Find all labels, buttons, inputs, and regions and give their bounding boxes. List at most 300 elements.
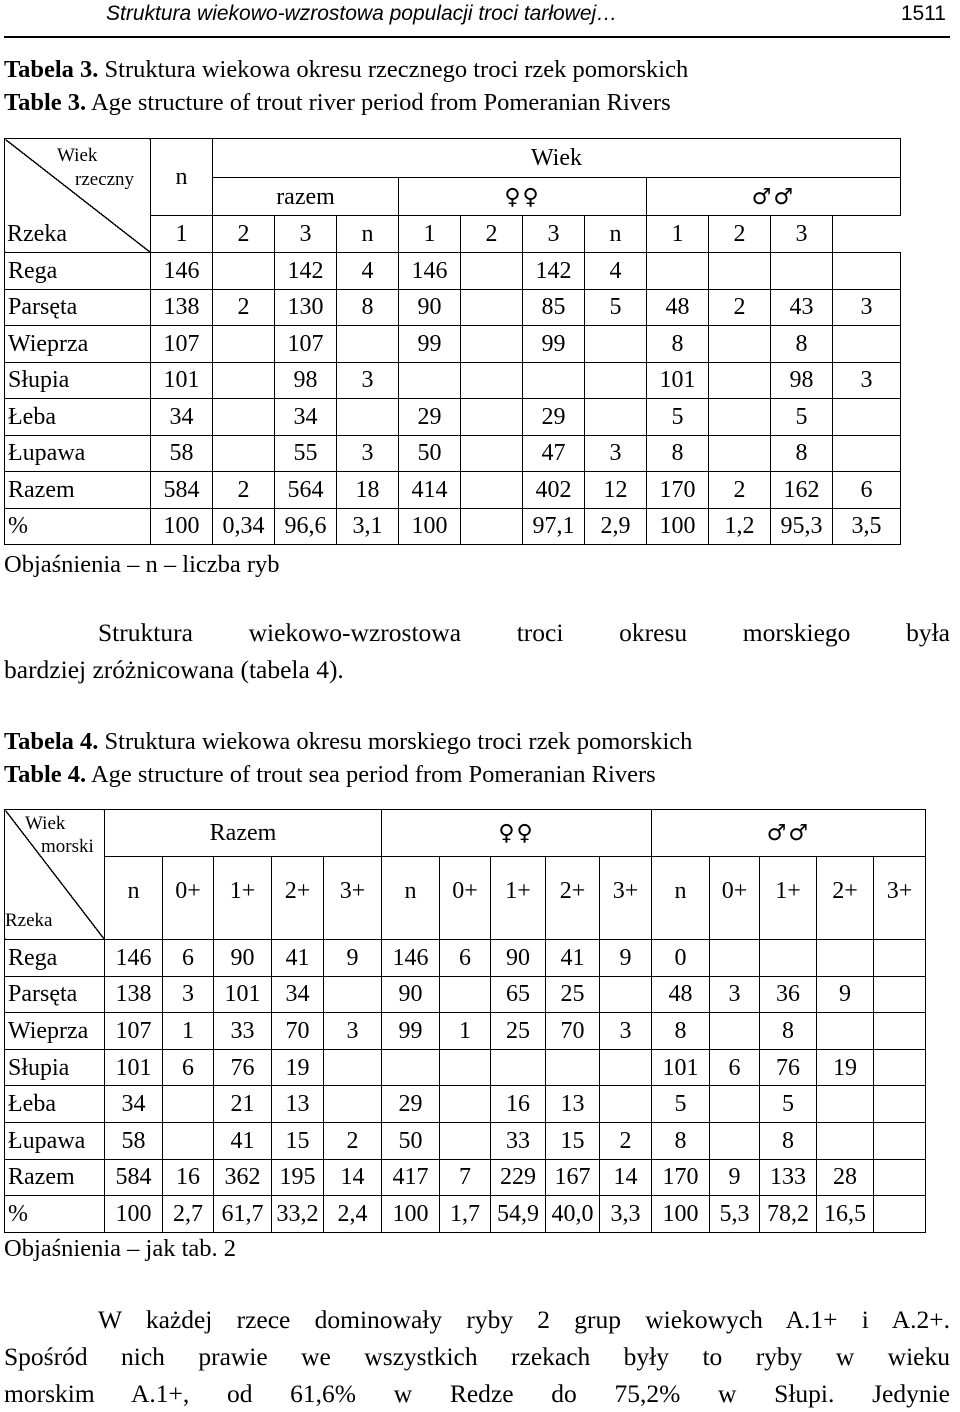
table-cell: 18 [337,472,399,509]
table-cell: 99 [523,326,585,363]
table4-subheader: 1+ [491,857,546,940]
table3-subheader: 3 [275,216,337,253]
table-cell: 6 [163,940,214,977]
table-cell: 29 [399,399,461,436]
table4-subheader: n [105,857,163,940]
table-row [5,940,926,977]
table-cell: 98 [275,362,337,399]
row-label: Łeba [5,1086,105,1123]
table-cell: 5 [771,399,833,436]
table-cell [491,1049,546,1086]
table-cell: 9 [324,940,382,977]
table-cell: 90 [399,289,461,326]
table-cell: 25 [491,1013,546,1050]
table3-header-razem: razem [213,178,399,216]
table-cell [647,253,709,290]
table-cell: 14 [324,1159,382,1196]
table-cell: 6 [833,472,901,509]
male-symbol: ♂♂ [766,821,811,846]
table-cell: 414 [399,472,461,509]
table-cell: 99 [382,1013,440,1050]
table4-corner-rzeka: Rzeka [5,910,53,931]
table-cell: 3 [833,289,901,326]
table4-subheader: 2+ [817,857,874,940]
table-cell: 41 [272,940,324,977]
table-cell [874,1013,926,1050]
table4-header-females [382,810,652,857]
row-label: Razem [5,472,151,509]
table-cell [874,976,926,1013]
table-cell: 101 [647,362,709,399]
table-cell [833,435,901,472]
table3-corner-rzeczny: rzeczny [75,169,135,190]
table-cell: 33,2 [272,1196,324,1233]
table-cell: 4 [337,253,399,290]
table-cell: 7 [440,1159,491,1196]
table-cell [709,362,771,399]
page-number: 1511 [900,2,946,25]
table4-subheader: 0+ [710,857,760,940]
table-row [5,508,901,545]
table4-caption-pl: Tabela 4. Struktura wiekowa okresu morskiego troci rzek pomorskich [4,728,693,755]
table-cell: 70 [272,1013,324,1050]
table-cell [213,362,275,399]
table3-subheader: n [585,216,647,253]
table-cell [817,1013,874,1050]
table4-subheader: 3+ [600,857,652,940]
table-cell: 2 [709,472,771,509]
table3-corner-cell [5,139,151,253]
table-cell: 19 [272,1049,324,1086]
table-row [5,326,901,363]
table-cell [817,1086,874,1123]
table-cell [461,508,523,545]
table3-subheader: 1 [647,216,709,253]
table-cell [461,289,523,326]
table-row [5,253,901,290]
table-cell: 100 [105,1196,163,1233]
table-cell: 3 [585,435,647,472]
table3-header-n: n [151,139,213,216]
table3-header-wiek: Wiek [213,139,901,178]
table-cell [833,399,901,436]
table-cell [833,253,901,290]
table3-caption-en: Table 3. Age structure of trout river period from Pomeranian Rivers [4,89,671,116]
table4-subheader: 0+ [163,857,214,940]
table-cell: 40,0 [546,1196,600,1233]
table4-corner-morski: morski [41,836,94,857]
table-cell: 28 [817,1159,874,1196]
table-cell: 170 [652,1159,710,1196]
table4-header-razem: Razem [105,810,382,857]
table-cell: 130 [275,289,337,326]
table-cell: 58 [151,435,213,472]
table-cell [771,253,833,290]
table-cell [399,362,461,399]
table-cell [709,399,771,436]
table-cell: 21 [214,1086,272,1123]
paragraph-2 [4,1301,950,1412]
table-cell: 34 [151,399,213,436]
running-header-title: Struktura wiekowo-wzrostowa populacji troci tarłowej… [106,2,618,25]
table-cell: 146 [399,253,461,290]
table-cell: 3 [710,976,760,1013]
table-cell: 362 [214,1159,272,1196]
table-cell: 101 [652,1049,710,1086]
table-cell [817,1122,874,1159]
table-cell: 48 [652,976,710,1013]
table-cell [440,976,491,1013]
row-label: Słupia [5,1049,105,1086]
table-cell: 90 [382,976,440,1013]
table-cell [163,1086,214,1123]
row-label: Łupawa [5,435,151,472]
table-cell [874,940,926,977]
table4-subheader: 2+ [546,857,600,940]
table-cell [709,435,771,472]
table-row [5,362,901,399]
female-symbol: ♀♀ [498,821,535,846]
table-row [5,1159,926,1196]
table-cell [324,976,382,1013]
row-label: Łeba [5,399,151,436]
table-cell: 70 [546,1013,600,1050]
row-label: Parsęta [5,289,151,326]
table-cell: 3,3 [600,1196,652,1233]
table-cell: 8 [652,1013,710,1050]
table4-caption-en: Table 4. Age structure of trout sea period from Pomeranian Rivers [4,761,656,788]
table-cell: 8 [760,1013,817,1050]
table-cell: 5 [647,399,709,436]
table3 [4,138,901,545]
table-cell: 13 [272,1086,324,1123]
table-cell [461,435,523,472]
table3-subheader: 2 [213,216,275,253]
table3-subheader: 1 [399,216,461,253]
table-cell: 6 [163,1049,214,1086]
table-cell: 138 [151,289,213,326]
table-cell: 12 [585,472,647,509]
table-cell: 564 [275,472,337,509]
table4-subheader: 0+ [440,857,491,940]
table-cell: 3 [337,362,399,399]
table-cell: 146 [151,253,213,290]
table-cell: 29 [523,399,585,436]
table-cell: 8 [647,435,709,472]
table-cell: 5 [652,1086,710,1123]
table-cell: 167 [546,1159,600,1196]
table-cell [440,1122,491,1159]
table-cell: 4 [585,253,647,290]
table4-subheader: 3+ [324,857,382,940]
table-cell [461,472,523,509]
table-cell: 76 [760,1049,817,1086]
paragraph-1 [4,614,950,688]
table-row [5,1086,926,1123]
table-cell [760,940,817,977]
table-cell: 2 [600,1122,652,1159]
table-cell: 50 [382,1122,440,1159]
table-cell: 5,3 [710,1196,760,1233]
table-cell: 15 [272,1122,324,1159]
table4-corner-wiek: Wiek [25,813,66,834]
table-cell: 97,1 [523,508,585,545]
table-cell: 2 [709,289,771,326]
table-cell: 402 [523,472,585,509]
table-cell: 48 [647,289,709,326]
table-cell: 1,7 [440,1196,491,1233]
table-cell: 100 [382,1196,440,1233]
table-cell: 8 [771,326,833,363]
table-cell [213,435,275,472]
table-cell: 8 [652,1122,710,1159]
table-cell: 47 [523,435,585,472]
table-cell: 146 [382,940,440,977]
table3-subheader: 3 [771,216,833,253]
table-cell: 95,3 [771,508,833,545]
table-cell: 100 [647,508,709,545]
paragraph-2-line-2: Spośród nich prawie we wszystkich rzekach były to ryby w wieku [4,1342,950,1371]
table-cell: 1,2 [709,508,771,545]
table-cell: 33 [491,1122,546,1159]
table-cell [600,1049,652,1086]
table-cell: 1 [163,1013,214,1050]
table-cell [710,1013,760,1050]
table-cell: 107 [151,326,213,363]
paragraph-2-line-1: W każdej rzece dominowały ryby 2 grup wiekowych A.1+ i A.2+. [98,1305,950,1334]
table-cell: 142 [523,253,585,290]
table-cell: 100 [151,508,213,545]
table-cell: 138 [105,976,163,1013]
table-cell: 98 [771,362,833,399]
table3-subheader: n [337,216,399,253]
table-cell: 170 [647,472,709,509]
table-cell: 584 [151,472,213,509]
table4-subheader: 1+ [214,857,272,940]
table-cell [585,362,647,399]
table-cell: 34 [275,399,337,436]
table-cell [710,940,760,977]
table3-note: Objaśnienia – n – liczba ryb [4,551,280,578]
table-row [5,1013,926,1050]
table-cell: 8 [771,435,833,472]
table-cell: 146 [105,940,163,977]
table-cell: 107 [105,1013,163,1050]
table3-corner-rzeka: Rzeka [7,221,67,247]
table3-subheader: 3 [523,216,585,253]
table-cell: 3 [324,1013,382,1050]
table-cell [585,326,647,363]
row-label: Słupia [5,362,151,399]
table-cell: 90 [491,940,546,977]
table-cell: 96,6 [275,508,337,545]
table-cell: 50 [399,435,461,472]
table3-caption-pl: Tabela 3. Struktura wiekowa okresu rzecznego troci rzek pomorskich [4,56,689,83]
table-cell [461,399,523,436]
table-cell: 3 [163,976,214,1013]
table-cell: 9 [600,940,652,977]
table-cell: 8 [760,1122,817,1159]
table-cell: 36 [760,976,817,1013]
row-label: Razem [5,1159,105,1196]
table-cell: 2 [324,1122,382,1159]
table-cell [461,362,523,399]
paragraph-2-line-3: morskim A.1+, od 61,6% w Redze do 75,2% w Słupi. Jedynie [4,1379,950,1408]
table-cell: 41 [214,1122,272,1159]
table-cell [709,326,771,363]
table-cell: 2,4 [324,1196,382,1233]
table-row [5,1122,926,1159]
running-header [4,0,950,38]
table-cell: 101 [105,1049,163,1086]
table-cell: 90 [214,940,272,977]
table-cell: 6 [440,940,491,977]
table-cell: 25 [546,976,600,1013]
table-row [5,1196,926,1233]
table-cell [461,253,523,290]
table-cell: 3,1 [337,508,399,545]
table-cell [874,1122,926,1159]
table-cell [213,326,275,363]
table-cell: 1 [440,1013,491,1050]
table-cell: 2,7 [163,1196,214,1233]
table-cell: 5 [585,289,647,326]
table-cell [585,399,647,436]
row-label: % [5,508,151,545]
table-cell: 54,9 [491,1196,546,1233]
table-cell [874,1086,926,1123]
table-cell [440,1086,491,1123]
table-cell: 33 [214,1013,272,1050]
table3-header-males [647,178,901,216]
table-cell: 142 [275,253,337,290]
table4 [4,809,926,1233]
table-cell: 43 [771,289,833,326]
row-label: Wieprza [5,1013,105,1050]
table-cell [710,1122,760,1159]
table-cell [213,399,275,436]
table-cell: 0 [652,940,710,977]
table4-subheader: n [382,857,440,940]
table-cell: 16 [163,1159,214,1196]
table-cell [546,1049,600,1086]
table-cell: 34 [272,976,324,1013]
row-label: Rega [5,253,151,290]
table-cell [337,399,399,436]
table-cell: 0,34 [213,508,275,545]
table-cell: 101 [214,976,272,1013]
table-cell: 16,5 [817,1196,874,1233]
table-cell: 100 [399,508,461,545]
table-cell [324,1086,382,1123]
table-row [5,289,901,326]
table-cell: 55 [275,435,337,472]
table-cell [600,1086,652,1123]
table-cell: 29 [382,1086,440,1123]
table-cell: 2 [213,289,275,326]
table-cell: 78,2 [760,1196,817,1233]
table-cell: 6 [710,1049,760,1086]
table-cell: 19 [817,1049,874,1086]
table3-subheader: 2 [461,216,523,253]
table-cell: 100 [652,1196,710,1233]
table-cell: 9 [817,976,874,1013]
table-cell: 162 [771,472,833,509]
table3-corner-wiek: Wiek [57,145,98,166]
table-cell [874,1049,926,1086]
table4-subheader: 1+ [760,857,817,940]
table-row [5,976,926,1013]
table-cell: 107 [275,326,337,363]
table-cell [382,1049,440,1086]
table-cell: 2,9 [585,508,647,545]
row-label: % [5,1196,105,1233]
table-cell: 8 [647,326,709,363]
table-cell: 133 [760,1159,817,1196]
table-cell [710,1086,760,1123]
paragraph-1-line-2: bardziej zróżnicowana (tabela 4). [4,655,344,684]
table3-subheader: 1 [151,216,213,253]
table-cell [337,326,399,363]
table-cell: 41 [546,940,600,977]
table-cell: 34 [105,1086,163,1123]
table-row [5,1049,926,1086]
table-cell: 65 [491,976,546,1013]
table-cell: 584 [105,1159,163,1196]
table-cell: 14 [600,1159,652,1196]
table4-subheader: 2+ [272,857,324,940]
table-cell: 417 [382,1159,440,1196]
table-row [5,399,901,436]
table-cell [523,362,585,399]
row-label: Rega [5,940,105,977]
table-row [5,472,901,509]
table-cell [817,940,874,977]
table-cell: 195 [272,1159,324,1196]
row-label: Parsęta [5,976,105,1013]
table3-subheader: 2 [709,216,771,253]
table-cell [213,253,275,290]
table-cell: 9 [710,1159,760,1196]
table-cell: 3 [337,435,399,472]
table-cell: 58 [105,1122,163,1159]
table-cell: 8 [337,289,399,326]
table-cell [833,326,901,363]
table-cell: 3 [600,1013,652,1050]
table-cell: 15 [546,1122,600,1159]
table-cell [709,253,771,290]
table4-subheader: 3+ [874,857,926,940]
table-cell: 229 [491,1159,546,1196]
table4-corner-cell [5,810,105,940]
table4-subheader: n [652,857,710,940]
table-cell: 3 [833,362,901,399]
table-cell: 5 [760,1086,817,1123]
female-symbol: ♀♀ [504,184,541,210]
table-cell [461,326,523,363]
table-cell [440,1049,491,1086]
table-cell: 85 [523,289,585,326]
table3-header-females [399,178,647,216]
paragraph-1-line-1: Struktura wiekowo-wzrostowa troci okresu morskiego była [98,618,950,647]
table-cell: 2 [213,472,275,509]
table-cell [163,1122,214,1159]
row-label: Łupawa [5,1122,105,1159]
table-cell: 101 [151,362,213,399]
table4-note: Objaśnienia – jak tab. 2 [4,1235,237,1262]
table-row [5,435,901,472]
table-cell: 3,5 [833,508,901,545]
